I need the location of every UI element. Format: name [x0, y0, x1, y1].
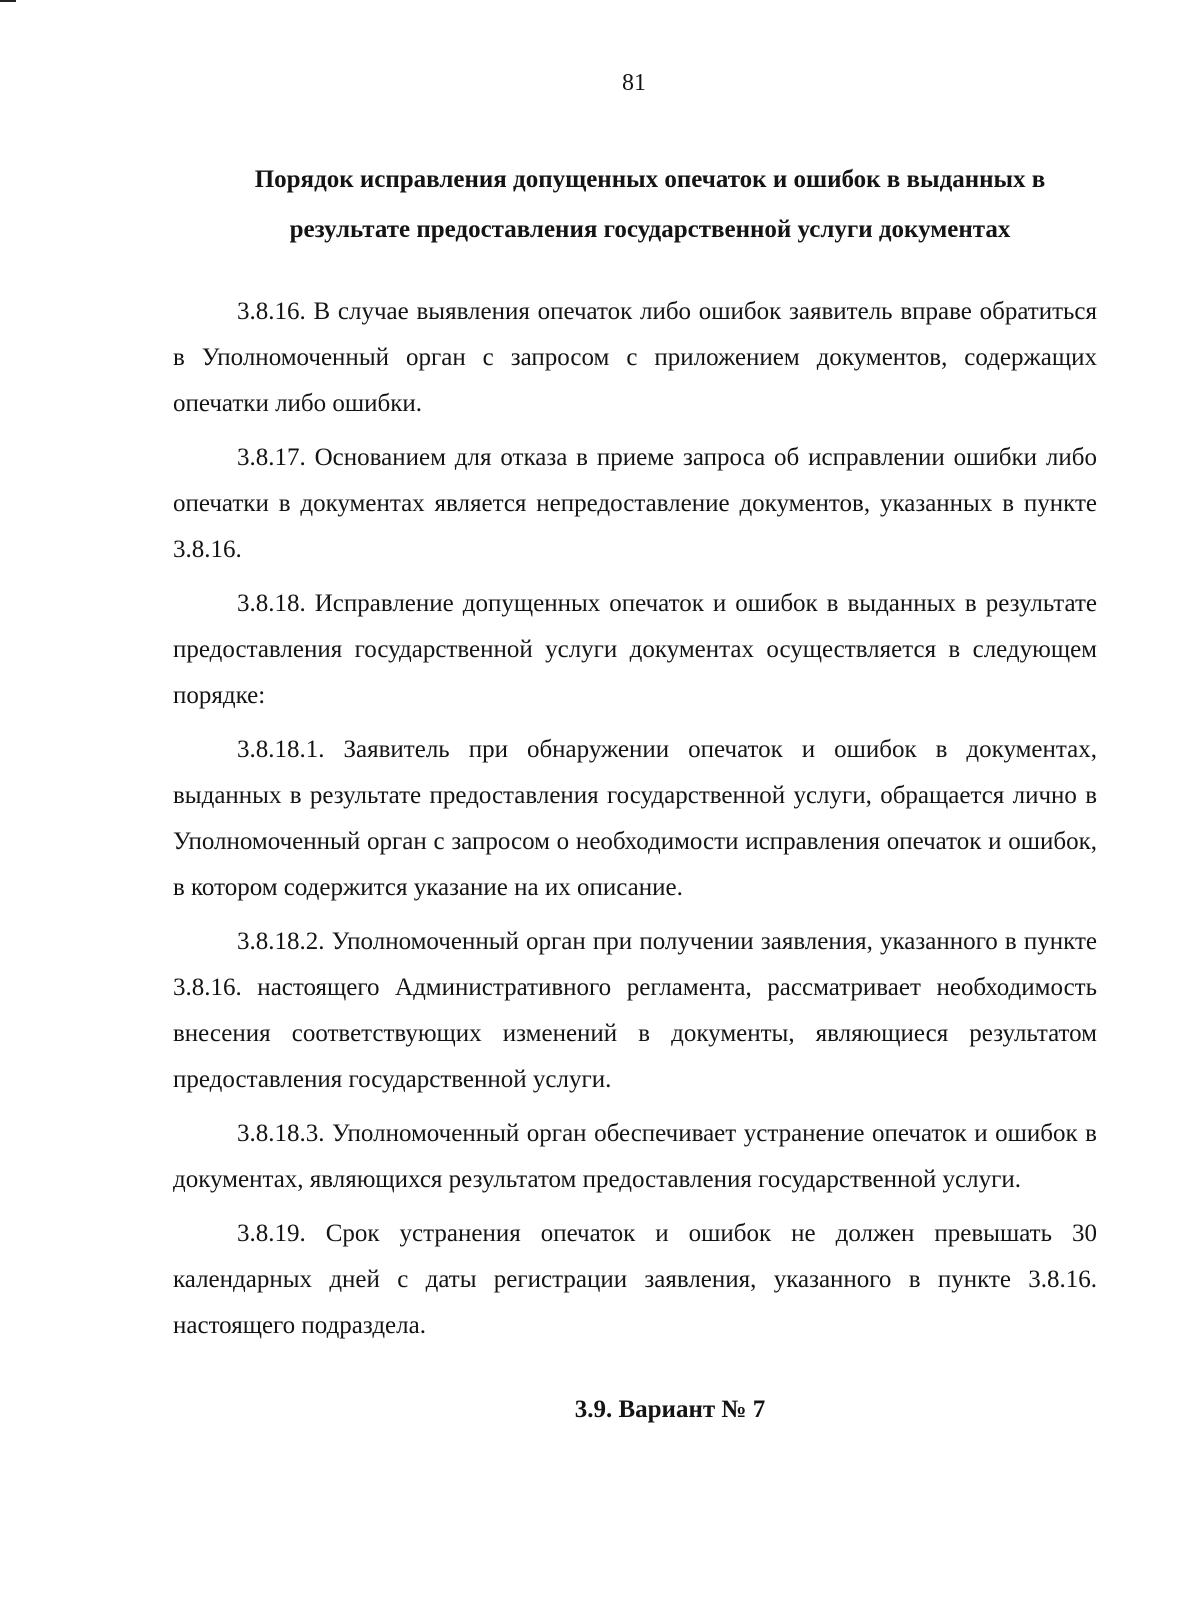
paragraph-3-8-19: 3.8.19. Срок устранения опечаток и ошибок не должен превышать 30 календарных дней с даты регистрации заявления, указанного в пункте 3.8.16. настоящего подраздела.	[173, 1220, 1097, 1339]
document-body	[173, 289, 1097, 1357]
page-number: 81	[622, 70, 646, 96]
subsection-title: 3.9. Вариант № 7	[574, 1396, 766, 1423]
paragraph-3-8-18: 3.8.18. Исправление допущенных опечаток и ошибок в выданных в результате предоставления государственной услуги документах осуществляется в следующем порядке:	[173, 590, 1097, 709]
section-heading-line-2: результате предоставления государственной услуги документах	[289, 216, 1011, 243]
paragraph-3-8-18-2: 3.8.18.2. Уполномоченный орган при получении заявления, указанного в пункте 3.8.16. настоящего Административного регламента, рассматривает необходимость внесения соответствующих изменений в документы, являющиеся результатом предоставления государственной услуги.	[173, 928, 1097, 1093]
section-heading-line-1: Порядок исправления допущенных опечаток и ошибок в выданных в	[254, 166, 1046, 193]
paragraph-3-8-16: 3.8.16. В случае выявления опечаток либо ошибок заявитель вправе обратиться в Уполномоченный орган с запросом с приложением документов, содержащих опечатки либо ошибки.	[173, 298, 1097, 417]
scan-edge-mark	[0, 0, 16, 2]
section-heading	[150, 155, 1150, 255]
paragraph-3-8-18-3: 3.8.18.3. Уполномоченный орган обеспечивает устранение опечаток и ошибок в документах, являющихся результатом предоставления государственной услуги.	[173, 1120, 1097, 1193]
paragraph-3-8-18-1: 3.8.18.1. Заявитель при обнаружении опечаток и ошибок в документах, выданных в результате предоставления государственной услуги, обращается лично в Уполномоченный орган с запросом о необходимости исправления опечаток и ошибок, в котором содержится указание на их описание.	[173, 736, 1097, 901]
paragraph-3-8-17: 3.8.17. Основанием для отказа в приеме запроса об исправлении ошибки либо опечатки в документах является непредоставление документов, указанных в пункте 3.8.16.	[173, 444, 1097, 563]
